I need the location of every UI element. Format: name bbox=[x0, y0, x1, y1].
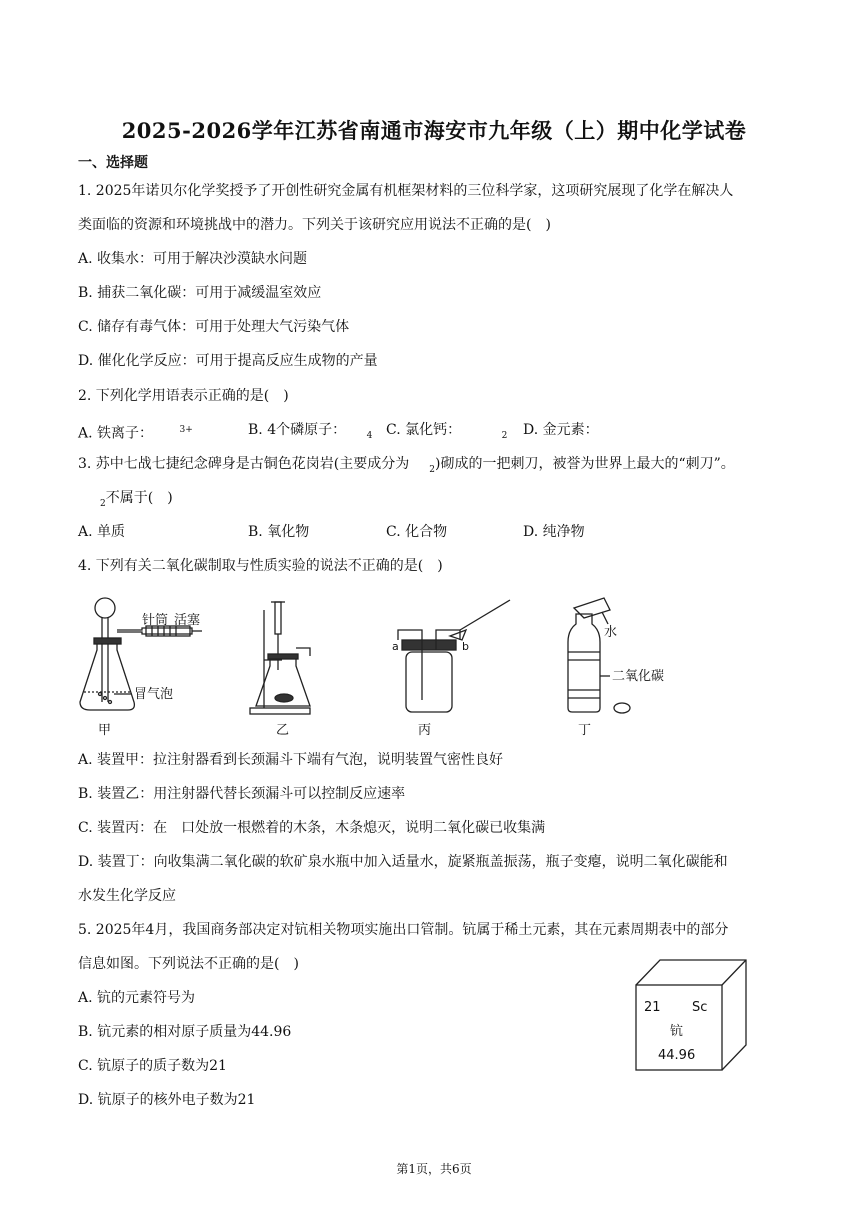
q3-option-b: B. 氧化物 bbox=[248, 524, 310, 540]
q1-stem-line2: 类面临的资源和环境挑战中的潜力。下列关于该研究应用说法不正确的是( ) bbox=[78, 217, 551, 233]
q4-apparatus-figure bbox=[70, 590, 700, 740]
q2-option-c-subscript: 2 bbox=[501, 430, 508, 441]
label-port-b: b bbox=[462, 640, 469, 653]
q4-option-d-line2: 水发生化学反应 bbox=[78, 888, 176, 904]
q5-stem-line2: 信息如图。下列说法不正确的是( ) bbox=[78, 956, 299, 972]
q4-option-a: A. 装置甲：拉注射器看到长颈漏斗下端有气泡，说明装置气密性良好 bbox=[78, 752, 504, 768]
element-mass: 44.96 bbox=[658, 1048, 696, 1063]
label-co2: 二氧化碳 bbox=[612, 669, 665, 684]
section-heading: 一、选择题 bbox=[78, 155, 148, 171]
element-symbol: Sc bbox=[692, 1000, 708, 1015]
label-bubbles: 冒气泡 bbox=[134, 687, 174, 702]
q1-option-c: C. 储存有毒气体：可用于处理大气污染气体 bbox=[78, 319, 350, 335]
q3-stem-subscript: 2 bbox=[429, 464, 436, 475]
apparatus-bing bbox=[398, 600, 510, 712]
q3-option-d: D. 纯净物 bbox=[523, 524, 585, 540]
q4-option-b: B. 装置乙：用注射器代替长颈漏斗可以控制反应速率 bbox=[78, 786, 406, 802]
q1-option-a: A. 收集水：可用于解决沙漠缺水问题 bbox=[78, 251, 308, 267]
q5-stem-line1: 5. 2025年4月，我国商务部决定对钪相关物项实施出口管制。钪属于稀土元素，其在元素周期表中的部分 bbox=[78, 922, 729, 938]
q2-option-c-label: C. 氯化钙： bbox=[386, 422, 462, 438]
label-yi: 乙 bbox=[276, 723, 290, 738]
label-ding: 丁 bbox=[578, 723, 592, 738]
q2-option-a bbox=[78, 421, 193, 443]
q1-option-b: B. 捕获二氧化碳：可用于减缓温室效应 bbox=[78, 285, 322, 301]
q5-option-a: A. 钪的元素符号为 bbox=[78, 990, 196, 1006]
q4-option-c: C. 装置丙：在 口处放一根燃着的木条，木条熄灭，说明二氧化碳已收集满 bbox=[78, 820, 546, 836]
q5-option-c: C. 钪原子的质子数为21 bbox=[78, 1058, 227, 1074]
q3-stem-part1: 3. 苏中七战七捷纪念碑身是古铜色花岗岩(主要成分为 bbox=[78, 456, 410, 472]
label-jia: 甲 bbox=[98, 723, 112, 738]
label-water: 水 bbox=[604, 625, 618, 640]
q2-option-d: D. 金元素： bbox=[523, 422, 599, 438]
q2-option-c bbox=[386, 421, 507, 445]
q1-stem-line1: 1. 2025年诺贝尔化学奖授予了开创性研究金属有机框架材料的三位科学家，这项研究展现了化学在解决人 bbox=[78, 183, 734, 199]
q3-line2-text: 不属于( ) bbox=[105, 490, 173, 506]
label-syringe: 针筒 bbox=[142, 613, 169, 628]
q2-option-a-charge: 3+ bbox=[179, 425, 193, 435]
element-cell-figure bbox=[630, 955, 750, 1073]
page-title: 2025-2026学年江苏省南通市海安市九年级（上）期中化学试卷 bbox=[121, 118, 747, 143]
q3-stem-part2: )砌成的一把刺刀，被誉为世界上最大的“刺刀”。 bbox=[435, 456, 735, 472]
q2-option-b bbox=[248, 421, 372, 445]
apparatus-yi bbox=[250, 602, 310, 714]
q2-option-b-subscript: 4 bbox=[366, 430, 373, 441]
apparatus-ding bbox=[568, 598, 630, 713]
q2-stem: 2. 下列化学用语表示正确的是( ) bbox=[78, 388, 289, 404]
label-plunger: 活塞 bbox=[174, 613, 201, 628]
q3-line2-subscript: 2 bbox=[100, 498, 106, 509]
q3-option-c: C. 化合物 bbox=[386, 524, 448, 540]
q4-stem: 4. 下列有关二氧化碳制取与性质实验的说法不正确的是( ) bbox=[78, 558, 443, 574]
label-port-a: a bbox=[392, 640, 399, 653]
q3-stem-line2 bbox=[100, 489, 173, 513]
element-atomic-number: 21 bbox=[644, 1000, 661, 1015]
element-name: 钪 bbox=[670, 1024, 684, 1039]
q3-option-a: A. 单质 bbox=[78, 524, 126, 540]
q5-option-b: B. 钪元素的相对原子质量为44.96 bbox=[78, 1024, 292, 1040]
q3-stem-line1 bbox=[78, 455, 735, 479]
q2-option-a-label: A. 铁离子： bbox=[78, 425, 154, 442]
page-footer: 第1页，共6页 bbox=[396, 1162, 472, 1176]
q4-option-d-line1: D. 装置丁：向收集满二氧化碳的软矿泉水瓶中加入适量水，旋紧瓶盖振荡，瓶子变瘪，说明二氧化碳能和 bbox=[78, 854, 728, 870]
label-bing: 丙 bbox=[418, 723, 432, 738]
q2-option-b-label: B. 4个磷原子： bbox=[248, 422, 347, 438]
q5-option-d: D. 钪原子的核外电子数为21 bbox=[78, 1092, 256, 1108]
q1-option-d: D. 催化化学反应：可用于提高反应生成物的产量 bbox=[78, 353, 378, 369]
